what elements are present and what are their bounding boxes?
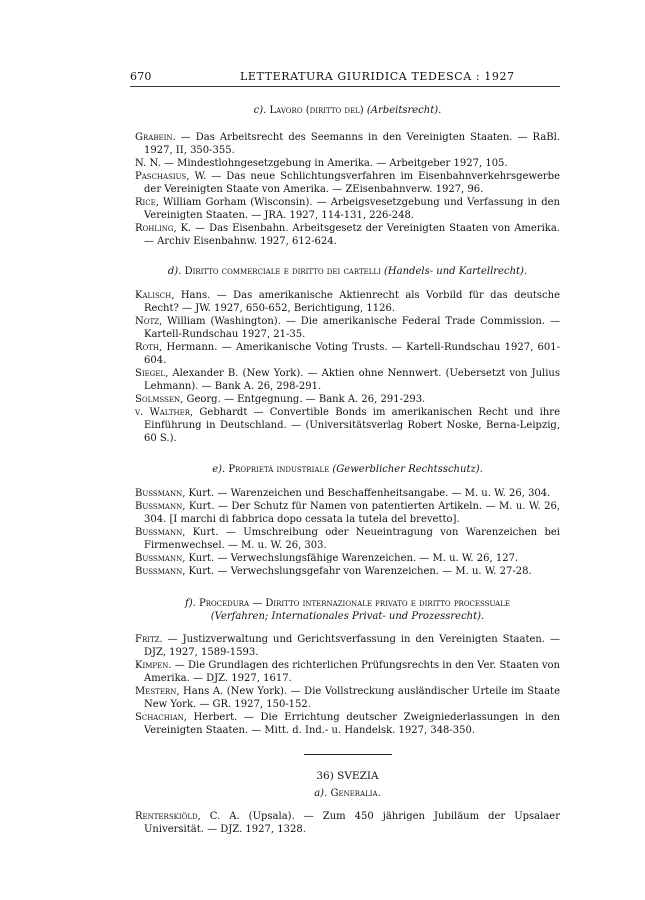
bibliography-entry: Schachian, Herbert. — Die Errichtung deutscher Zweigniederlassungen in den Vereinigten Staaten. — Mitt. d. Ind.- u. Handelsk. 1927, 348-350. xyxy=(135,712,560,736)
section-e-entries xyxy=(135,487,560,578)
bibliography-entry: Grabein. — Das Arbeitsrecht des Seemanns in den Vereinigten Staaten. — RaBl. 1927, II, 350-355. xyxy=(135,132,560,156)
bibliography-entry: v. Walther, Gebhardt — Convertible Bonds im amerikanischen Recht und ihre Einführung in Deutschland. — (Universitätsverlag Robert Noske, Berna-Leipzig, 60 S.). xyxy=(135,407,560,444)
section-c-entries xyxy=(135,131,560,248)
bibliography-entry: Bussmann, Kurt. — Der Schutz für Namen von patentierten Artikeln. — M. u. W. 26, 304. [I marchi di fabbrica dopo cessata la tutela del brevetto]. xyxy=(135,501,560,525)
section-heading-d: d). Diritto commerciale e diritto dei cartelli (Handels- und Kartellrecht). xyxy=(167,266,528,277)
bibliography-entry: Kalisch, Hans. — Das amerikanische Aktienrecht als Vorbild für das deutsche Recht? — JW. 1927, 650-652, Berichtigung, 1126. xyxy=(135,290,560,314)
section-heading-c: c). Lavoro (diritto del) (Arbeitsrecht). xyxy=(253,105,442,116)
bibliography-entry: Mestern, Hans A. (New York). — Die Vollstreckung ausländischer Urteile im Staate New York. — GR. 1927, 150-152. xyxy=(135,686,560,710)
bibliography-entry: Bussmann, Kurt. — Verwechslungsfähige Warenzeichen. — M. u. W. 26, 127. xyxy=(135,553,519,564)
bibliography-entry: Notz, William (Washington). — Die amerikanische Federal Trade Commission. — Kartell-Rundschau 1927, 21-35. xyxy=(135,316,560,340)
bibliography-entry: N. N. — Mindestlohngesetzgebung in Amerika. — Arbeitgeber 1927, 105. xyxy=(135,158,508,169)
section-heading-e: e). Proprietà industriale (Gewerblicher Rechtsschutz). xyxy=(212,464,483,475)
bibliography-entry: Roth, Hermann. — Amerikanische Voting Trusts. — Kartell-Rundschau 1927, 601-604. xyxy=(135,342,560,366)
section-d-entries xyxy=(135,289,560,445)
bibliography-entry: Bussmann, Kurt. — Verwechslungsgefahr von Warenzeichen. — M. u. W. 27-28. xyxy=(135,566,532,577)
header-rule xyxy=(130,86,560,87)
section-svezia-entries xyxy=(135,810,560,836)
subsection-heading: a). Generalia. xyxy=(314,788,381,799)
bibliography-entry: Solmssen, Georg. — Entgegnung. — Bank A. 26, 291-293. xyxy=(135,394,426,405)
bibliography-entry: Bussmann, Kurt. — Umschreibung oder Neueintragung von Warenzeichen bei Firmenwechsel. — M. u. W. 26, 303. xyxy=(135,527,560,551)
bibliography-entry: Kimpen. — Die Grundlagen des richterlichen Prüfungsrechts in den Ver. Staaten von Amerika. — DJZ. 1927, 1617. xyxy=(135,660,560,684)
bibliography-entry: Renterskiöld, C. A. (Upsala). — Zum 450 jährigen Jubiläum der Upsalaer Universität. — DJZ. 1927, 1328. xyxy=(135,811,560,835)
page-body xyxy=(135,104,560,836)
bibliography-entry: Rice, William Gorham (Wisconsin). — Arbeigsvesetzgebung und Verfassung in den Vereinigten Staaten. — JRA. 1927, 114-131, 226-248. xyxy=(135,197,560,221)
bibliography-entry: Rohling, K. — Das Eisenbahn. Arbeitsgesetz der Vereinigten Staaten von Amerika. — Archiv Eisenbahnw. 1927, 612-624. xyxy=(135,223,560,247)
bibliography-entry: Siegel, Alexander B. (New York). — Aktien ohne Nennwert. (Uebersetzt von Julius Lehmann). — Bank A. 26, 298-291. xyxy=(135,368,560,392)
section-f-entries xyxy=(135,633,560,737)
section-divider xyxy=(304,754,392,755)
bibliography-entry: Paschasius, W. — Das neue Schlichtungsverfahren im Eisenbahnverkehrsgewerbe der Vereinigten Staate von Amerika. — ZEisenbahnverw. 1927, 96. xyxy=(135,171,560,195)
bibliography-entry: Bussmann, Kurt. — Warenzeichen und Beschaffenheitsangabe. — M. u. W. 26, 304. xyxy=(135,488,551,499)
bibliography-entry: Fritz. — Justizverwaltung und Gerichtsverfassung in den Vereinigten Staaten. — DJZ, 1927, 1589-1593. xyxy=(135,634,560,658)
country-heading: 36) SVEZIA xyxy=(316,770,379,782)
running-title: LETTERATURA GIURIDICA TEDESCA : 1927 xyxy=(240,70,515,83)
page-number: 670 xyxy=(130,70,152,83)
section-heading-f: f). Procedura — Diritto internazionale privato e diritto processuale (Verfahren; Internationales Privat- und Prozessrecht). xyxy=(185,598,510,622)
